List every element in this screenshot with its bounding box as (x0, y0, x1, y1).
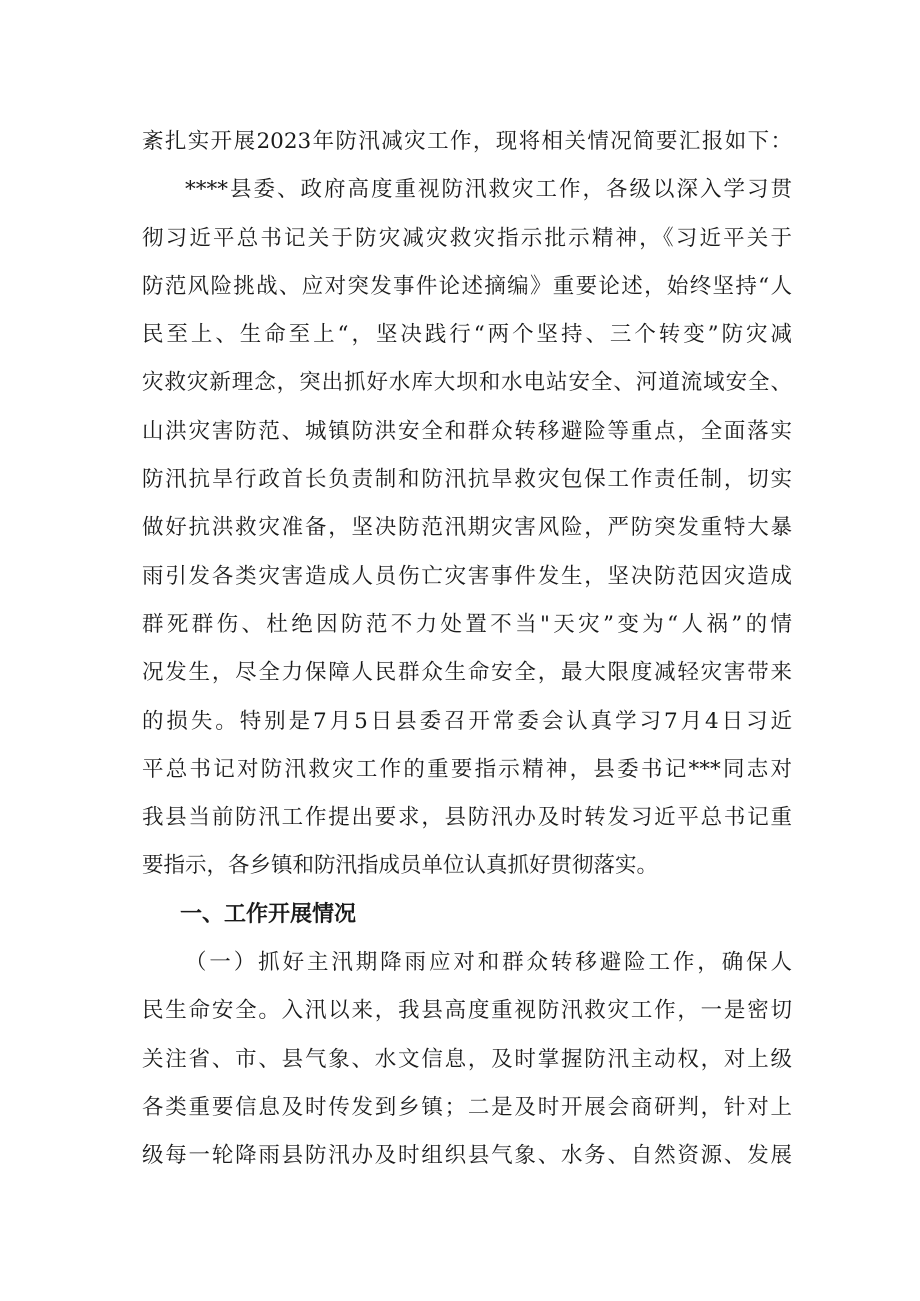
text-line: 况发生，尽全力保障人民群众生命安全，最大限度减轻灾害带来 (142, 660, 792, 686)
text-line: 我县当前防汛工作提出要求，县防汛办及时转发习近平总书记重 (142, 805, 792, 831)
text-line-paragraph-end: 要指示，各乡镇和防汛指成员单位认真抓好贯彻落实。 (142, 853, 659, 879)
text-line: 的损失。特别是7月5日县委召开常委会认真学习7月4日习近 (142, 708, 792, 734)
text-line: 雨引发各类灾害造成人员伤亡灾害事件发生，坚决防范因灾造成 (142, 563, 792, 589)
text-line: 灾救灾新理念，突出抓好水库大坝和水电站安全、河道流域安全、 (142, 370, 792, 396)
document-body (142, 118, 792, 1181)
text-line: 山洪灾害防范、城镇防洪安全和群众转移避险等重点，全面落实 (142, 418, 792, 444)
text-line: 民生命安全。入汛以来，我县高度重视防汛救灾工作，一是密切 (142, 998, 792, 1024)
text-line: 民至上、生命至上“，坚决践行“两个坚持、三个转变”防灾减 (142, 322, 792, 348)
text-line-continuation: 紊扎实开展2023年防汛减灾工作，现将相关情况简要汇报如下： (142, 129, 792, 154)
text-line-paragraph-start: （一）抓好主汛期降雨应对和群众转移避险工作，确保人 (185, 950, 792, 976)
section-heading: 一、工作开展情况 (180, 901, 357, 927)
text-line: 平总书记对防汛救灾工作的重要指示精神，县委书记***同志对 (142, 756, 792, 782)
text-line: 级每一轮降雨县防汛办及时组织县气象、水务、自然资源、发展 (142, 1143, 792, 1169)
text-line: 各类重要信息及时传发到乡镇；二是及时开展会商研判，针对上 (142, 1094, 792, 1120)
text-line: 防范风险挑战、应对突发事件论述摘编》重要论述，始终坚持“人 (142, 273, 792, 299)
text-line: 关注省、市、县气象、水文信息，及时掌握防汛主动权，对上级 (142, 1046, 792, 1072)
text-line-paragraph-start: ****县委、政府高度重视防汛救灾工作，各级以深入学习贯 (185, 177, 792, 203)
text-line: 群死群伤、杜绝因防范不力处置不当"天灾”变为“人祸”的情 (142, 611, 792, 637)
text-line: 做好抗洪救灾准备，坚决防范汛期灾害风险，严防突发重特大暴 (142, 515, 792, 541)
text-line: 防汛抗旱行政首长负责制和防汛抗旱救灾包保工作责任制，切实 (142, 467, 792, 493)
text-line: 彻习近平总书记关于防灾减灾救灾指示批示精神，《习近平关于 (142, 225, 792, 251)
